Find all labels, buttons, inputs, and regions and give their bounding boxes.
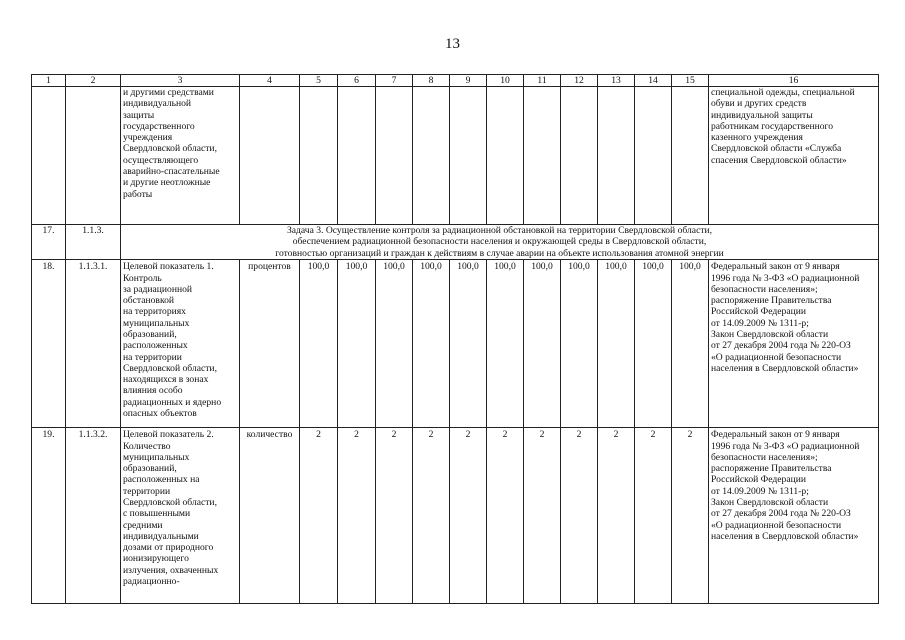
value-cell: 2	[376, 428, 413, 604]
value-cell: 2	[413, 428, 450, 604]
table-cell	[376, 87, 413, 225]
value-cell: 100,0	[413, 260, 450, 428]
row-code: 1.1.3.1.	[66, 260, 121, 428]
header-cell: 13	[598, 75, 635, 87]
value-cell: 2	[524, 428, 561, 604]
header-cell: 16	[709, 75, 879, 87]
header-cell: 10	[487, 75, 524, 87]
value-cell: 100,0	[300, 260, 338, 428]
value-cell: 2	[450, 428, 487, 604]
header-cell: 5	[300, 75, 338, 87]
indicator-name: Целевой показатель 1. Контроль за радиационной обстановкой на территориях муниципальных образований, расположенных на территории Свердловской области, находящихся в зонах влияния особо радиационных и ядерно опасных объектов	[121, 260, 240, 428]
indicators-table	[31, 74, 879, 604]
header-cell: 3	[121, 75, 240, 87]
table-cell	[524, 87, 561, 225]
value-cell: 2	[487, 428, 524, 604]
header-cell: 4	[240, 75, 300, 87]
value-cell: 2	[598, 428, 635, 604]
table-cell	[413, 87, 450, 225]
table-cell	[300, 87, 338, 225]
table-cell	[487, 87, 524, 225]
table-row-indicator2	[32, 428, 879, 604]
table-cell	[32, 87, 66, 225]
page-number: 13	[445, 36, 460, 52]
source-cell: специальной одежды, специальной обуви и других средств индивидуальной защиты работникам государственного казенного учреждения Свердловской области «Служба спасения Свердловской области»	[709, 87, 879, 225]
table-row-indicator1	[32, 260, 879, 428]
header-cell: 7	[376, 75, 413, 87]
indicator-name: Целевой показатель 2. Количество муниципальных образований, расположенных на территории Свердловской области, с повышенными средними индивидуальными дозами от природного ионизирующего излучения, охваченных радиационно-	[121, 428, 240, 604]
value-cell: 100,0	[450, 260, 487, 428]
table-cell	[561, 87, 598, 225]
unit-cell: процентов	[240, 260, 300, 428]
table-cell	[66, 87, 121, 225]
table-cell	[450, 87, 487, 225]
task-text: Задача 3. Осуществление контроля за радиационной обстановкой на территории Свердловской области, обеспечением радиационной безопасности населения и окружающей среды в Свердловской области, готовностью организаций и граждан к действиям в случае аварии на объекте использования атомной энергии	[121, 225, 879, 260]
unit-cell: количество	[240, 428, 300, 604]
source-cell: Федеральный закон от 9 января 1996 года № 3-ФЗ «О радиационной безопасности населения»; распоряжение Правительства Российской Федерации от 14.09.2009 № 1311-р; Закон Свердловской области от 27 декабря 2004 года № 220-ОЗ «О радиационной безопасности населения в Свердловской области»	[709, 428, 879, 604]
value-cell: 100,0	[524, 260, 561, 428]
table-cell	[338, 87, 376, 225]
value-cell: 100,0	[672, 260, 709, 428]
row-code: 1.1.3.2.	[66, 428, 121, 604]
header-cell: 2	[66, 75, 121, 87]
row-number: 19.	[32, 428, 66, 604]
header-cell: 1	[32, 75, 66, 87]
header-cell: 9	[450, 75, 487, 87]
value-cell: 2	[672, 428, 709, 604]
value-cell: 100,0	[635, 260, 672, 428]
value-cell: 100,0	[338, 260, 376, 428]
header-cell: 11	[524, 75, 561, 87]
name-cell: и другими средствами индивидуальной защиты государственного учреждения Свердловской области, осуществляющего аварийно-спасательные и другие неотложные работы	[121, 87, 240, 225]
header-cell: 15	[672, 75, 709, 87]
table-cell	[635, 87, 672, 225]
source-cell: Федеральный закон от 9 января 1996 года № 3-ФЗ «О радиационной безопасности населения»; распоряжение Правительства Российской Федерации от 14.09.2009 № 1311-р; Закон Свердловской области от 27 декабря 2004 года № 220-ОЗ «О радиационной безопасности населения в Свердловской области»	[709, 260, 879, 428]
value-cell: 100,0	[561, 260, 598, 428]
value-cell: 2	[561, 428, 598, 604]
column-number-row	[32, 75, 879, 87]
table-cell	[240, 87, 300, 225]
table-cell	[598, 87, 635, 225]
value-cell: 2	[300, 428, 338, 604]
value-cell: 2	[338, 428, 376, 604]
table-row-continuation	[32, 87, 879, 225]
value-cell: 100,0	[376, 260, 413, 428]
value-cell: 100,0	[598, 260, 635, 428]
value-cell: 100,0	[487, 260, 524, 428]
row-code: 1.1.3.	[66, 225, 121, 260]
header-cell: 8	[413, 75, 450, 87]
value-cell: 2	[635, 428, 672, 604]
header-cell: 14	[635, 75, 672, 87]
row-number: 17.	[32, 225, 66, 260]
table-row-task3	[32, 225, 879, 260]
table-cell	[672, 87, 709, 225]
row-number: 18.	[32, 260, 66, 428]
header-cell: 6	[338, 75, 376, 87]
header-cell: 12	[561, 75, 598, 87]
